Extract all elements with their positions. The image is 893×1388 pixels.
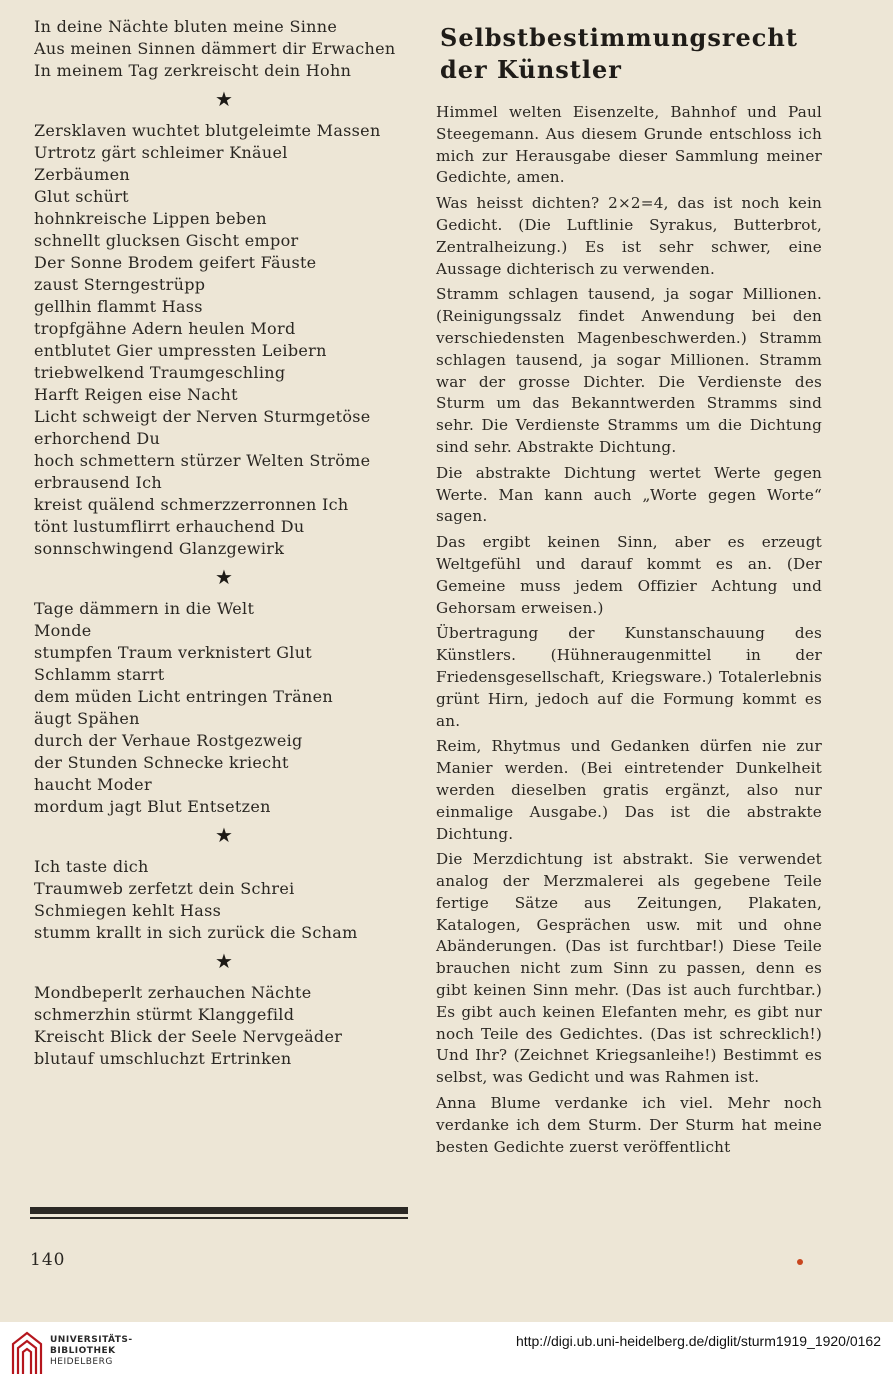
poem-line: Mondbeperlt zerhauchen Nächte [34, 983, 312, 1002]
poem-line: tönt lustumflirrt erhauchend Du [34, 517, 305, 536]
poem-line: Harft Reigen eise Nacht [34, 385, 238, 404]
poem-line: In meinem Tag zerkreischt dein Hohn [34, 61, 352, 80]
star-separator-icon: ★ [215, 949, 233, 973]
poem-line: Der Sonne Brodem geifert Fäuste [34, 253, 317, 272]
poem-line: gellhin flammt Hass [34, 297, 203, 316]
ink-dot [797, 1259, 803, 1265]
poem-line: blutauf umschluchzt Ertrinken [34, 1049, 292, 1068]
poem-line: durch der Verhaue Rostgezweig [34, 731, 303, 750]
poem-line: erbrausend Ich [34, 473, 162, 492]
poem-line: sonnschwingend Glanzgewirk [34, 539, 285, 558]
poem-line: Schmiegen kehlt Hass [34, 901, 222, 920]
poem-line: Licht schweigt der Nerven Sturmgetöse [34, 407, 371, 426]
essay-paragraph: Stramm schlagen tausend, ja sogar Millionen. (Reinigungssalz findet Anwendung bei den verschiedensten Magenbeschwerden.) Stramm schlagen tausend, ja sogar Millionen. Stramm war der grosse Dichter. Die Verdienste des Sturm um das Bekanntwerden Stramms sind sehr. Die Verdienste Stramms um die Dichtung sind sehr. Abstrakte Dichtung. [436, 285, 822, 456]
library-logo-icon [10, 1330, 44, 1376]
poem-stanza-1 [34, 16, 414, 82]
poem-line: Zerbäumen [34, 165, 130, 184]
poem-stanza-4 [34, 856, 414, 944]
decorative-rule [30, 1207, 408, 1219]
poem-stanza-2 [34, 120, 414, 560]
poem-column [34, 16, 414, 1070]
library-name: UNIVERSITÄTS- BIBLIOTHEK HEIDELBERG [50, 1335, 133, 1367]
poem-line: tropfgähne Adern heulen Mord [34, 319, 296, 338]
poem-line: Ich taste dich [34, 857, 149, 876]
essay-paragraph: Himmel welten Eisenzelte, Bahnhof und Paul Steegemann. Aus diesem Grunde entschloss ich mich zur Herausgabe dieser Sammlung meiner Gedichte, amen. [436, 103, 822, 187]
poem-line: Tage dämmern in die Welt [34, 599, 255, 618]
poem-line: äugt Spähen [34, 709, 140, 728]
poem-line: kreist quälend schmerzzerronnen Ich [34, 495, 349, 514]
poem-line: erhorchend Du [34, 429, 161, 448]
poem-line: Monde [34, 621, 92, 640]
digitization-footer [0, 1322, 893, 1388]
poem-line: Schlamm starrt [34, 665, 165, 684]
poem-line: zaust Sterngestrüpp [34, 275, 206, 294]
source-url-link[interactable]: http://digi.ub.uni-heidelberg.de/diglit/sturm1919_1920/0162 [515, 1333, 881, 1349]
poem-line: stumm krallt in sich zurück die Scham [34, 923, 358, 942]
poem-line: hohnkreische Lippen beben [34, 209, 267, 228]
poem-stanza-3 [34, 598, 414, 818]
poem-line: der Stunden Schnecke kriecht [34, 753, 289, 772]
poem-line: schmerzhin stürmt Klanggefild [34, 1005, 295, 1024]
essay-paragraph: Die Merzdichtung ist abstrakt. Sie verwendet analog der Merzmalerei als gegebene Teile fertige Sätze aus Zeitungen, Plakaten, Katalogen, Gesprächen usw. mit und ohne Abänderungen. (Das ist furchtbar!) Diese Teile brauchen nicht zum Sinn zu passen, denn es gibt keinen Sinn mehr. (Das ist auch furchtbar.) Es gibt auch keinen Elefanten mehr, es gibt nur noch Teile des Gedichtes. (Das ist schrecklich!) Und Ihr? (Zeichnet Kriegsanleihe!) Bestimmt es selbst, was Gedicht und was Rahmen ist. [436, 850, 822, 1087]
essay-paragraph: Übertragung der Kunstanschauung des Künstlers. (Hühneraugenmittel in der Friedensgesellschaft, Kriegsware.) Totalerlebnis grünt Hirn, jedoch auf die Formung kommt es an. [436, 624, 822, 730]
poem-line: Kreischt Blick der Seele Nervgeäder [34, 1027, 343, 1046]
poem-line: triebwelkend Traumgeschling [34, 363, 286, 382]
poem-line: Aus meinen Sinnen dämmert dir Erwachen [34, 39, 396, 58]
star-separator-icon: ★ [215, 823, 233, 847]
essay-title: Selbstbestimmungsrecht der Künstler [440, 23, 798, 84]
poem-line: In deine Nächte bluten meine Sinne [34, 17, 338, 36]
poem-line: dem müden Licht entringen Tränen [34, 687, 333, 706]
essay-paragraph: Was heisst dichten? 2×2=4, das ist noch kein Gedicht. (Die Luftlinie Syrakus, Butterbrot, Zentralheizung.) Es ist sehr schwer, eine Aussage dichterisch zu verwenden. [436, 194, 822, 278]
essay-paragraph: Anna Blume verdanke ich viel. Mehr noch verdanke ich dem Sturm. Der Sturm hat meine besten Gedichte zuerst veröffentlicht [436, 1094, 822, 1156]
poem-line: Urtrotz gärt schleimer Knäuel [34, 143, 288, 162]
poem-line: entblutet Gier umpressten Leibern [34, 341, 327, 360]
essay-paragraph: Reim, Rhytmus und Gedanken dürfen nie zur Manier werden. (Bei eintretender Dunkelheit werden dieselben gratis ergänzt, also nur einmalige Ausgabe.) Das ist die abstrakte Dichtung. [436, 737, 822, 843]
star-separator-icon: ★ [215, 565, 233, 589]
poem-stanza-5 [34, 982, 414, 1070]
poem-line: Traumweb zerfetzt dein Schrei [34, 879, 295, 898]
poem-line: stumpfen Traum verknistert Glut [34, 643, 313, 662]
poem-line: haucht Moder [34, 775, 152, 794]
poem-line: Glut schürt [34, 187, 129, 206]
poem-line: hoch schmettern stürzer Welten Ströme [34, 451, 371, 470]
poem-line: mordum jagt Blut Entsetzen [34, 797, 271, 816]
page-number: 140 [30, 1250, 66, 1270]
poem-line: schnellt glucksen Gischt empor [34, 231, 299, 250]
essay-column [436, 22, 822, 1162]
poem-line: Zersklaven wuchtet blutgeleimte Massen [34, 121, 381, 140]
essay-paragraph: Die abstrakte Dichtung wertet Werte gegen Werte. Man kann auch „Worte gegen Worte“ sagen. [436, 463, 822, 526]
star-separator-icon: ★ [215, 87, 233, 111]
essay-paragraph: Das ergibt keinen Sinn, aber es erzeugt Weltgefühl und darauf kommt es an. (Der Gemeine muss jedem Offizier Achtung und Gehorsam erweisen.) [436, 533, 822, 617]
